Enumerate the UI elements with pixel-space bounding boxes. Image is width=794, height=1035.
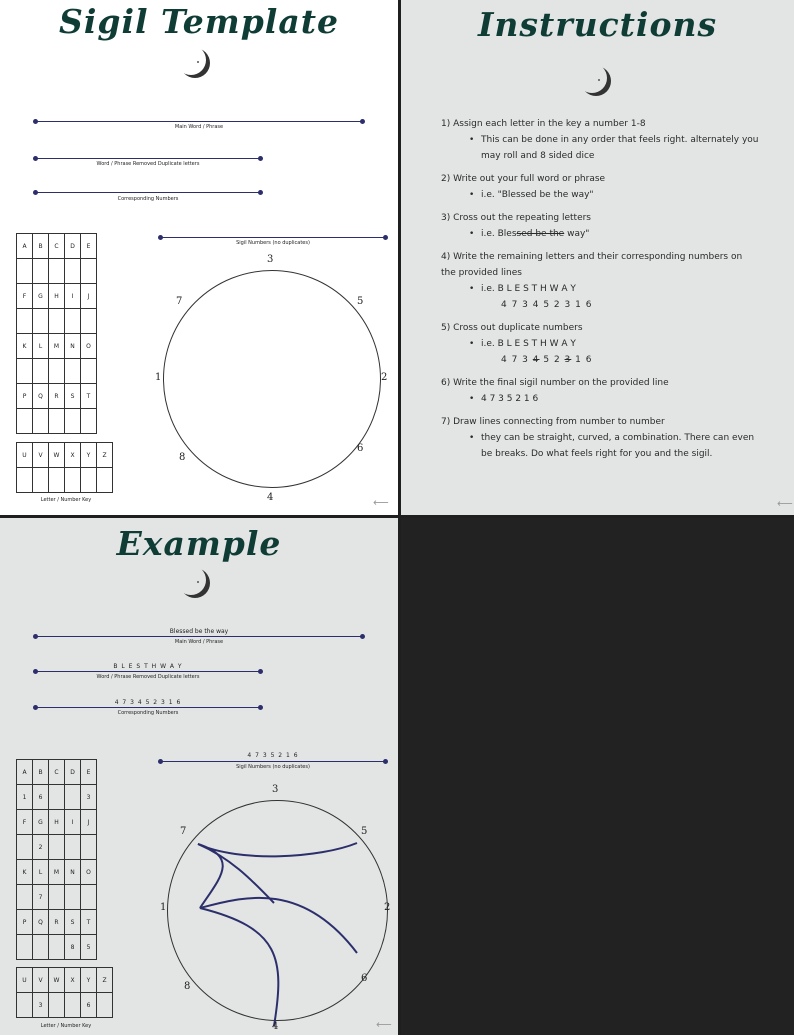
circle-number-4: 4: [272, 1021, 279, 1032]
main-word-label: Main Word / Phrase: [174, 639, 224, 645]
circle-number-3: 3: [272, 784, 279, 795]
key-letter-row: U V W X Y Z: [17, 968, 113, 993]
circle-number-6: 6: [357, 443, 364, 454]
step-bullet: • 4 7 3 5 2 1 6: [441, 391, 761, 407]
sigil-numbers-value: 4 7 3 5 2 1 6: [247, 752, 299, 759]
circle-number-8: 8: [184, 981, 191, 992]
key-cell: W: [49, 443, 65, 468]
key-cell: M: [49, 334, 65, 359]
key-label: Letter / Number Key: [40, 1023, 92, 1029]
corresponding-numbers-line: [35, 192, 261, 193]
key-cell: A: [17, 234, 33, 259]
example-panel: [0, 518, 398, 1035]
key-cell: B: [33, 234, 49, 259]
key-cell: S: [65, 384, 81, 409]
step-bullet: • i.e. Blessed be the way": [441, 226, 761, 242]
sigil-numbers-line: [160, 237, 386, 238]
instruction-step-6: [441, 375, 761, 407]
main-word-label: Main Word / Phrase: [174, 124, 224, 130]
letter-number-key-table-last: [16, 442, 113, 493]
key-number-row: 2: [17, 835, 97, 860]
instructions-list: [441, 116, 761, 469]
crescent-moon-icon: [180, 48, 210, 78]
sigil-stroke: [200, 898, 357, 1026]
key-cell: N: [65, 334, 81, 359]
key-number-row: [17, 409, 97, 434]
key-cell: T: [81, 384, 97, 409]
step-text: 3) Cross out the repeating letters: [441, 213, 591, 223]
key-cell: D: [65, 234, 81, 259]
instructions-panel: [401, 0, 794, 515]
key-letter-row: [17, 443, 113, 468]
key-cell: X: [65, 443, 81, 468]
step-text-cont: the provided lines: [441, 268, 522, 278]
key-cell: U: [17, 443, 33, 468]
circle-number-5: 5: [361, 826, 368, 837]
circle-number-8: 8: [179, 452, 186, 463]
sigil-drawing: [0, 518, 398, 1035]
corresponding-numbers-label: Corresponding Numbers: [117, 196, 179, 202]
example-title: Example: [116, 524, 282, 563]
main-word-value: Blessed be the way: [169, 628, 229, 635]
sigil-stroke: [198, 843, 357, 908]
key-cell: L: [33, 334, 49, 359]
key-number-row: [17, 359, 97, 384]
step-bullet: • i.e. B L E S T H W A Y: [441, 281, 761, 297]
circle-number-2: 2: [381, 372, 388, 383]
key-cell: C: [49, 234, 65, 259]
step-bullet: • i.e. B L E S T H W A Y: [441, 336, 761, 352]
circle-number-7: 7: [180, 826, 187, 837]
step-text: 4) Write the remaining letters and their corresponding numbers on: [441, 252, 743, 262]
empty-dark-panel: [401, 518, 794, 1035]
removed-letters-value: B L E S T H W A Y: [113, 663, 183, 670]
key-cell: O: [81, 334, 97, 359]
key-number-row: 8 5: [17, 935, 97, 960]
step-text: 1) Assign each letter in the key a number 1-8: [441, 119, 646, 129]
key-cell: Y: [81, 443, 97, 468]
instruction-step-3: [441, 210, 761, 242]
step-bullet: • This can be done in any order that feels right. alternately you: [441, 132, 761, 148]
back-arrow-icon: ⟵: [373, 496, 389, 509]
template-title: Sigil Template: [59, 2, 339, 41]
circle-number-5: 5: [357, 296, 364, 307]
crescent-moon-icon: [581, 66, 611, 96]
key-cell: K: [17, 334, 33, 359]
key-letter-row: P Q R S T: [17, 910, 97, 935]
circle-number-1: 1: [160, 902, 167, 913]
key-cell: I: [65, 284, 81, 309]
key-cell: J: [81, 284, 97, 309]
step-bullet-cont: may roll and 8 sided dice: [481, 151, 595, 161]
removed-letters-label: Word / Phrase Removed Duplicate letters: [96, 674, 200, 680]
key-cell: E: [81, 234, 97, 259]
back-arrow-icon: ⟵: [376, 1018, 392, 1031]
key-number-row: 7: [17, 885, 97, 910]
key-number-row: 3 6: [17, 993, 113, 1018]
step-text: 2) Write out your full word or phrase: [441, 174, 606, 184]
key-cell: P: [17, 384, 33, 409]
instruction-step-5: [441, 320, 761, 368]
step-numbers: 4 7 3 4 5 2 3 1 6: [501, 355, 593, 365]
key-number-row: [17, 309, 97, 334]
circle-number-4: 4: [267, 492, 274, 503]
step-text: 7) Draw lines connecting from number to number: [441, 417, 665, 427]
step-bullet: • i.e. "Blessed be the way": [441, 187, 761, 203]
circle-number-3: 3: [267, 254, 274, 265]
step-numbers: 4 7 3 4 5 2 3 1 6: [501, 300, 593, 310]
key-letter-row: A B C D E: [17, 760, 97, 785]
instruction-step-4: [441, 249, 761, 313]
circle-number-6: 6: [361, 973, 368, 984]
step-text: 5) Cross out duplicate numbers: [441, 323, 583, 333]
sigil-circle: [163, 270, 381, 488]
corresponding-numbers-label: Corresponding Numbers: [117, 710, 179, 716]
key-number-row: [17, 468, 113, 493]
key-cell: R: [49, 384, 65, 409]
key-number-row: 1 6 3: [17, 785, 97, 810]
circle-number-1: 1: [155, 372, 162, 383]
key-letter-row: F G H I J: [17, 810, 97, 835]
removed-letters-line: [35, 158, 261, 159]
key-cell: Z: [97, 443, 113, 468]
sigil-numbers-label: Sigil Numbers (no duplicates): [236, 240, 310, 246]
step-text: 6) Write the final sigil number on the provided line: [441, 378, 669, 388]
main-word-line: [35, 121, 363, 122]
key-letter-row: [17, 284, 97, 309]
instructions-title: Instructions: [477, 5, 718, 44]
key-cell: Q: [33, 384, 49, 409]
key-letter-row: K L M N O: [17, 860, 97, 885]
key-cell: F: [17, 284, 33, 309]
step-bullet-cont: be breaks. Do what feels right for you and the sigil.: [481, 449, 713, 459]
key-letter-row: [17, 384, 97, 409]
instruction-step-1: [441, 116, 761, 164]
instruction-step-2: [441, 171, 761, 203]
key-letter-row: [17, 334, 97, 359]
key-label: Letter / Number Key: [40, 497, 92, 503]
removed-letters-label: Word / Phrase Removed Duplicate letters: [96, 161, 200, 167]
back-arrow-icon: ⟵: [777, 497, 793, 510]
key-cell: G: [33, 284, 49, 309]
instruction-step-7: [441, 414, 761, 462]
circle-number-2: 2: [384, 902, 391, 913]
key-number-row: [17, 259, 97, 284]
circle-number-7: 7: [176, 296, 183, 307]
template-panel: [0, 0, 398, 515]
letter-number-key-table: [16, 233, 97, 434]
key-cell: H: [49, 284, 65, 309]
corresponding-numbers-value: 4 7 3 4 5 2 3 1 6: [114, 699, 182, 706]
key-cell: V: [33, 443, 49, 468]
key-letter-row: [17, 234, 97, 259]
step-bullet: • they can be straight, curved, a combination. There can even: [441, 430, 761, 446]
sigil-numbers-label: Sigil Numbers (no duplicates): [236, 764, 310, 770]
